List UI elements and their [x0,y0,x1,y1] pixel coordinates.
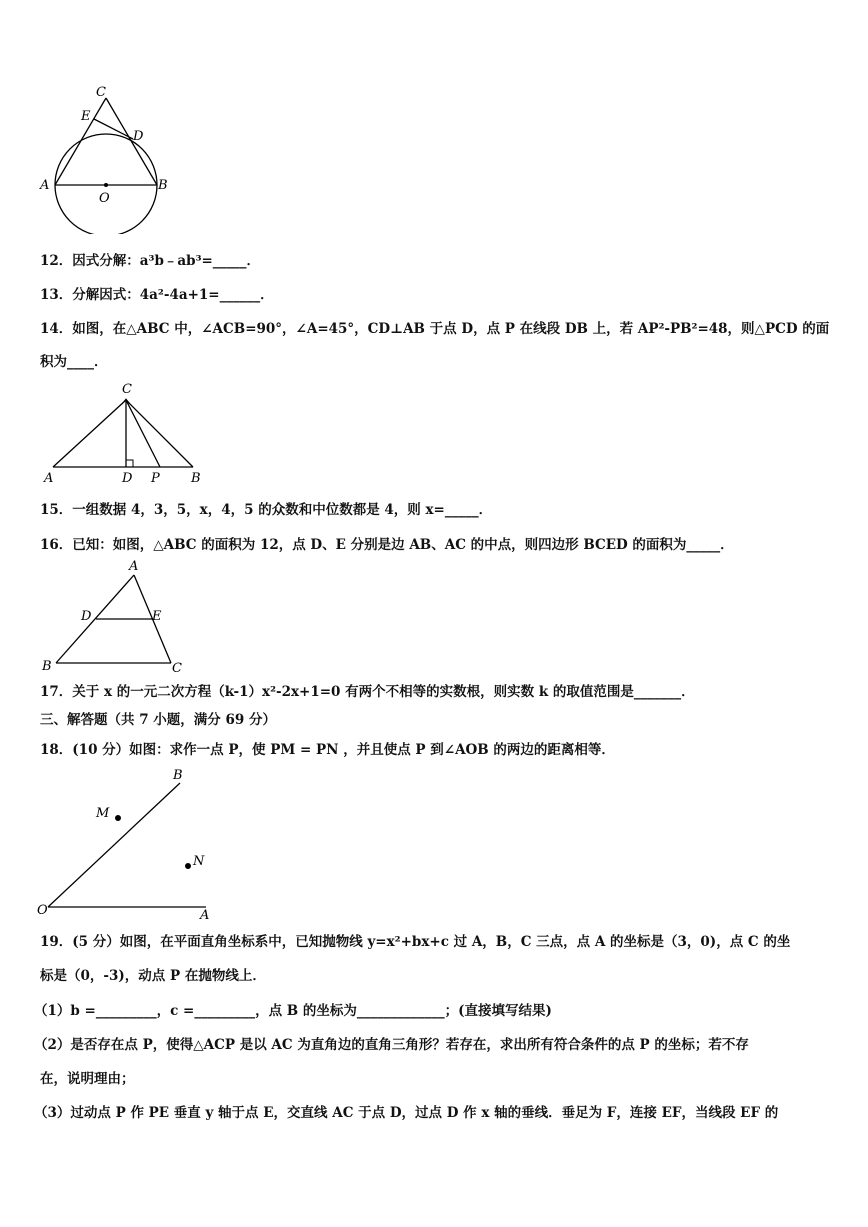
question-14-line2: 积为____． [40,354,108,370]
label-A: A [44,471,54,486]
section-3-heading: 三、解答题（共 7 小题，满分 69 分） [40,712,276,728]
label-O: O [99,191,110,206]
question-19-part3: （3）过动点 P 作 PE 垂直 y 轴于点 E，交直线 AC 于点 D，过点 D 作 x 轴的垂线．垂足为 F，连接 EF，当线段 EF 的 [34,1105,779,1121]
question-16: 16．已知：如图，△ABC 的面积为 12，点 D、E 分别是边 AB、AC 的中点，则四边形 BCED 的面积为_____． [40,537,734,553]
label-B: B [158,178,168,193]
label-O: O [37,903,48,918]
question-17: 17．关于 x 的一元二次方程（k-1）x²-2x+1=0 有两个不相等的实数根，则实数 k 的取值范围是_______． [40,684,695,700]
label-A: A [129,559,139,574]
label-E: E [152,609,162,624]
label-C: C [122,382,132,397]
label-B: B [42,659,52,674]
label-D: D [81,609,92,624]
label-N: N [193,854,205,869]
label-C: C [96,85,106,100]
question-15: 15．一组数据 4，3，5，x，4，5 的众数和中位数都是 4，则 x=_____． [40,502,493,518]
question-13: 13．分解因式：4a²-4a+1=______． [40,287,274,303]
question-19-part2-line2: 在，说明理由； [40,1071,135,1087]
label-E: E [81,109,91,124]
label-P: P [151,471,160,486]
label-B: B [191,471,201,486]
q18-angle-figure [36,765,226,923]
label-D: D [133,129,144,144]
question-14-line1: 14．如图，在△ABC 中，∠ACB=90°，∠A=45°，CD⊥AB 于点 D，点 P 在线段 DB 上，若 AP²-PB²=48，则△PCD 的面 [40,321,830,337]
question-19-line2: 标是（0，-3)，动点 P 在抛物线上． [40,968,266,984]
q16-triangle-figure [38,558,198,676]
question-18: 18．(10 分）如图：求作一点 P，使 PM = PN ，并且使点 P 到∠AOB 的两边的距离相等． [40,742,615,758]
question-12: 12．因式分解：a³b﹣ab³=_____． [40,253,261,269]
question-19-line1: 19．(5 分）如图，在平面直角坐标系中，已知抛物线 y=x²+bx+c 过 A，B，C 三点，点 A 的坐标是（3，0)，点 C 的坐 [40,934,791,950]
label-A: A [40,178,50,193]
label-A: A [200,908,210,923]
label-B: B [173,768,183,783]
q14-triangle-figure [38,378,208,486]
label-C: C [172,661,182,676]
circle-triangle-figure [36,82,176,234]
label-D: D [122,471,133,486]
question-19-part1: （1）b =_________，c =_________，点 B 的坐标为_____________；(直接填写结果) [34,1003,552,1019]
label-M: M [96,806,110,821]
question-19-part2-line1: （2）是否存在点 P，使得△ACP 是以 AC 为直角边的直角三角形？若存在，求出所有符合条件的点 P 的坐标；若不存 [34,1037,749,1053]
